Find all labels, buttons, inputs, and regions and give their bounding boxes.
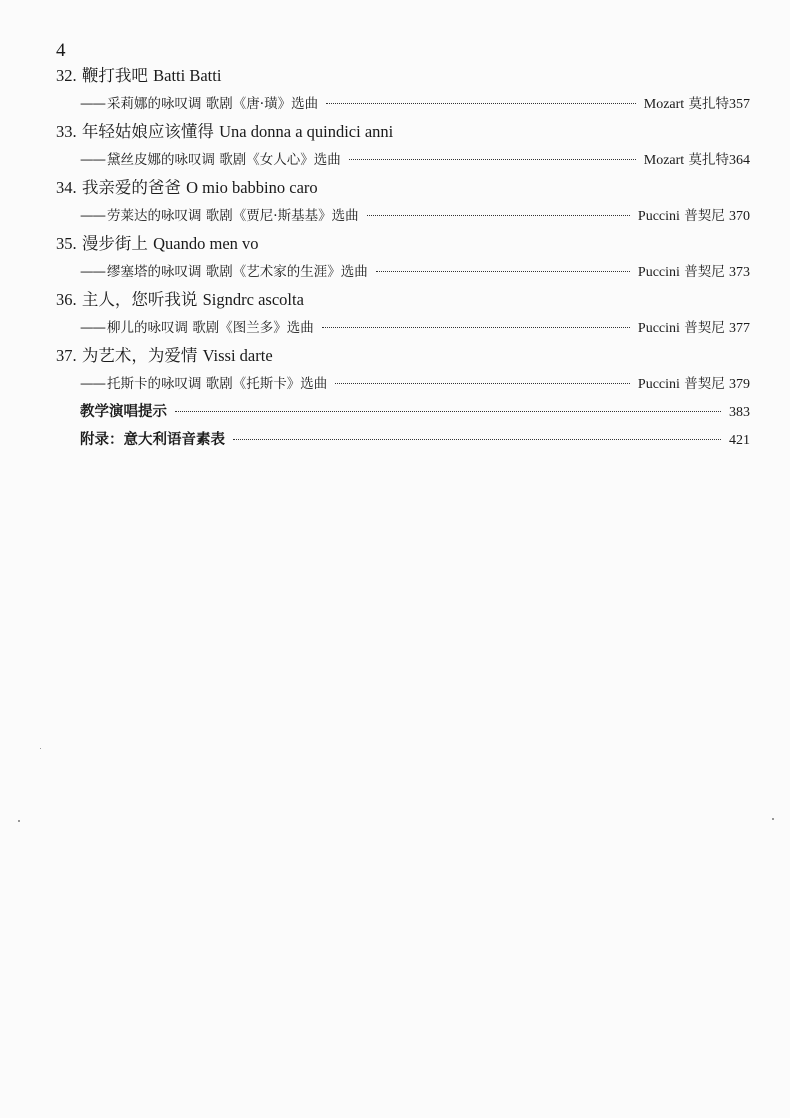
em-dash: —— xyxy=(80,208,105,224)
toc-appendix-phoneme-table[interactable] xyxy=(56,426,750,454)
dot-leader xyxy=(233,438,721,440)
dot-leader xyxy=(335,382,630,384)
entry-page: 370 xyxy=(729,209,750,224)
appendix-page: 421 xyxy=(729,433,750,448)
entry-latin-title: Signdrc ascolta xyxy=(202,290,304,309)
entry-latin-title: Batti Batti xyxy=(153,66,222,85)
dot-leader xyxy=(376,270,630,272)
entry-latin-title: Una donna a quindici anni xyxy=(219,122,394,141)
entry-source: 缪塞塔的咏叹调 歌剧《艺术家的生涯》选曲 xyxy=(107,264,368,280)
entry-composer-cn: 普契尼 xyxy=(684,320,725,336)
entry-page: 379 xyxy=(729,377,750,392)
entry-chinese-title: 我亲爱的爸爸 xyxy=(81,178,181,197)
entry-composer-cn: 莫扎特 xyxy=(688,96,729,112)
em-dash: —— xyxy=(80,376,105,392)
toc-entry-detail xyxy=(56,370,750,398)
entry-number: 33. xyxy=(56,122,77,141)
dot-leader xyxy=(367,214,630,216)
toc-entry-title[interactable] xyxy=(56,342,750,370)
entry-number: 36. xyxy=(56,290,77,309)
toc-entry-detail xyxy=(56,258,750,286)
entry-number: 32. xyxy=(56,66,77,85)
entry-source: 劳莱达的咏叹调 歌剧《贾尼·斯基基》选曲 xyxy=(107,208,359,224)
toc-entry-detail xyxy=(56,90,750,118)
entry-source: 采莉娜的咏叹调 歌剧《唐·璜》选曲 xyxy=(107,96,319,112)
entry-composer-cn: 莫扎特 xyxy=(688,152,729,168)
dot-leader xyxy=(326,102,636,104)
scan-speck xyxy=(40,748,41,749)
entry-chinese-title: 鞭打我吧 xyxy=(81,66,148,85)
dot-leader xyxy=(349,158,636,160)
entry-composer-cn: 普契尼 xyxy=(684,264,725,280)
entry-page: 364 xyxy=(729,153,750,168)
entry-composer-cn: 普契尼 xyxy=(684,376,725,392)
page-number: 4 xyxy=(56,40,66,61)
entry-source: 黛丝皮娜的咏叹调 歌剧《女人心》选曲 xyxy=(107,152,341,168)
scan-speck xyxy=(18,820,20,822)
entry-composer: Mozart xyxy=(643,153,685,168)
toc-entry-detail xyxy=(56,146,750,174)
entry-number: 34. xyxy=(56,178,77,197)
toc-entry-title[interactable] xyxy=(56,118,750,146)
entry-number: 37. xyxy=(56,346,77,365)
entry-source: 柳儿的咏叹调 歌剧《图兰多》选曲 xyxy=(107,320,314,336)
entry-number: 35. xyxy=(56,234,77,253)
toc-entry-title[interactable] xyxy=(56,174,750,202)
entry-composer: Puccini xyxy=(637,265,680,280)
appendix-label: 附录：意大利语音素表 xyxy=(80,432,225,448)
entry-page: 373 xyxy=(729,265,750,280)
appendix-label: 教学演唱提示 xyxy=(80,404,167,420)
appendix-page: 383 xyxy=(729,405,750,420)
entry-chinese-title: 漫步街上 xyxy=(81,234,148,253)
entry-chinese-title: 主人，您听我说 xyxy=(81,290,198,309)
scan-speck xyxy=(772,818,774,820)
entry-chinese-title: 为艺术，为爱情 xyxy=(81,346,198,365)
entry-page: 357 xyxy=(729,97,750,112)
toc-entry-title[interactable] xyxy=(56,62,750,90)
entry-composer-cn: 普契尼 xyxy=(684,208,725,224)
entry-latin-title: Vissi darte xyxy=(202,346,273,365)
entry-composer: Puccini xyxy=(637,377,680,392)
toc-appendix-teaching-tips[interactable] xyxy=(56,398,750,426)
em-dash: —— xyxy=(80,96,105,112)
em-dash: —— xyxy=(80,264,105,280)
toc-entry-title[interactable] xyxy=(56,230,750,258)
entry-chinese-title: 年轻姑娘应该懂得 xyxy=(81,122,214,141)
toc-entry-detail xyxy=(56,202,750,230)
entry-composer: Puccini xyxy=(637,209,680,224)
dot-leader xyxy=(175,410,721,412)
entry-composer: Puccini xyxy=(637,321,680,336)
toc-entry-detail xyxy=(56,314,750,342)
em-dash: —— xyxy=(80,320,105,336)
table-of-contents xyxy=(56,62,750,454)
dot-leader xyxy=(322,326,630,328)
entry-page: 377 xyxy=(729,321,750,336)
toc-entry-title[interactable] xyxy=(56,286,750,314)
em-dash: —— xyxy=(80,152,105,168)
entry-latin-title: O mio babbino caro xyxy=(186,178,318,197)
entry-latin-title: Quando men vo xyxy=(153,234,259,253)
entry-source: 托斯卡的咏叹调 歌剧《托斯卡》选曲 xyxy=(107,376,328,392)
entry-composer: Mozart xyxy=(643,97,685,112)
